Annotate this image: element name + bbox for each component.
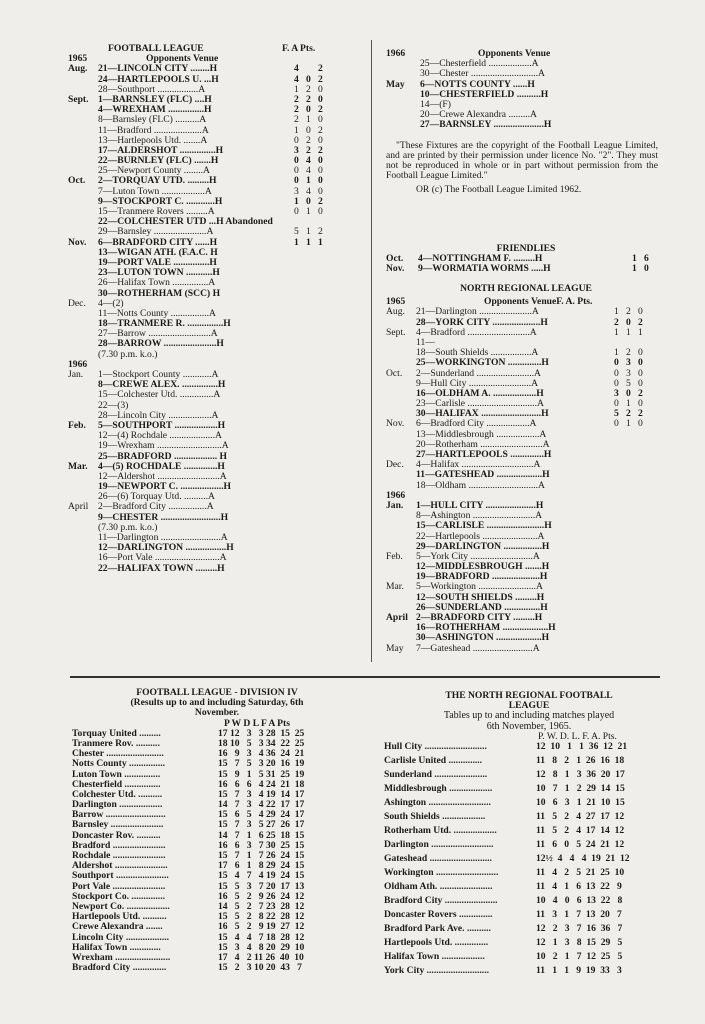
team-record: 16 5 2 9 26 24 12 (218, 890, 305, 902)
team-name: Hartlepools Utd. .............. (384, 936, 489, 948)
team-name: Crewe Alexandra ....... (72, 921, 163, 933)
fixture-text: 26—Halifax Town ...............A (98, 277, 216, 289)
team-name: Bradford Park Ave. .......... (384, 922, 491, 934)
fixture-text: 5—York City ..........................A (416, 550, 540, 562)
team-record: 14 5 2 7 23 28 12 (218, 900, 305, 912)
fixture-score: 1 1 1 (294, 236, 323, 248)
fixture-text: 15—Tranmere Rovers .........A (98, 206, 215, 217)
fixture-score: 1 2 0 (614, 306, 643, 318)
nrl-title: NORTH REGIONAL LEAGUE (460, 283, 592, 294)
friendly-text: 4—NOTTINGHAM F. .........H (418, 253, 543, 265)
fixture-text: 22—COLCHESTER UTD ...H Abandoned (98, 216, 273, 228)
copyright-notice: "These Fixtures are the copyright of the Football League Limited, and are printed by their permission under licence No. "2". They must not be reproduced in whole or in part without permission from the Football League Limited." (386, 139, 658, 182)
fixture-text: 25—WORKINGTON ..............H (416, 357, 549, 369)
fl-year: 1965 (68, 53, 88, 65)
fixture-text: 30—ASHINGTON ...................H (416, 632, 550, 644)
team-record: 11 3 1 7 13 20 7 (536, 908, 622, 920)
fixture-score: 0 5 0 (614, 377, 643, 389)
fixture-text: 30—ROTHERHAM (SCC) H (98, 287, 221, 299)
div4-title: FOOTBALL LEAGUE - DIVISION IV (136, 687, 298, 698)
fixture-text: 26—SUNDERLAND ...............H (416, 601, 548, 613)
fixture-text: (7.30 p.m. k.o.) (98, 348, 158, 360)
fl-title: FOOTBALL LEAGUE (108, 43, 204, 54)
team-name: Carlisle United .............. (384, 754, 483, 766)
fixture-text: 15—Colchester Utd. ..............A (98, 389, 221, 401)
team-name: Colchester Utd. .......... (72, 788, 163, 800)
fixture-row (68, 350, 360, 360)
team-name: Hartlepools Utd. .......... (72, 911, 167, 923)
team-name: Workington .......................... (384, 866, 499, 878)
team-name: Torquay United ......... (72, 727, 161, 739)
fixture-score: 1 0 2 (294, 195, 323, 207)
fixture-text: 10—CHESTERFIELD ..........H (420, 88, 549, 100)
table-row (384, 896, 674, 910)
team-name: Halifax Town .................. (384, 950, 485, 962)
section-divider (70, 676, 660, 678)
team-record: 15 2 3 10 20 43 7 (218, 962, 302, 974)
team-name: Hull City .......................... (384, 740, 487, 752)
fixture-text: 8—Ashington ..........................A (416, 510, 543, 522)
fixture-score: 2 0 2 (294, 104, 323, 116)
fixture-month: Sept. (386, 326, 406, 338)
table-row (384, 742, 674, 756)
fixture-text: 24—HARTLEPOOLS U. ...H (98, 73, 219, 85)
fixture-text: 27—Barrow ..........................A (98, 328, 218, 340)
fixture-score: 3 0 2 (614, 387, 643, 399)
fixture-month: Oct. (386, 367, 403, 379)
team-record: 11 6 0 5 24 21 12 (536, 838, 625, 850)
team-name: Bradford ...................... (72, 839, 166, 851)
team-record: 16 9 3 4 36 24 21 (218, 748, 305, 760)
table-row (72, 759, 362, 769)
fixture-text: 18—South Shields .................A (416, 347, 539, 359)
fixture-text: 22—(3) (98, 399, 129, 411)
fixture-text: 26—(6) Torquay Utd. ..........A (98, 491, 215, 503)
friendlies-title: FRIENDLIES (496, 243, 556, 254)
fixture-text: 27—BARNSLEY .....................H (420, 119, 552, 131)
team-record: 15 7 5 3 20 16 19 (218, 758, 305, 770)
fixture-text: 2—BRADFORD CITY .........H (416, 612, 543, 623)
fixture-text: (7.30 p.m. k.o.) (98, 521, 158, 533)
fixture-month: Aug. (386, 306, 405, 318)
north-regional-league-fixtures (386, 284, 666, 654)
table-row (384, 952, 674, 966)
fixture-score: 0 2 0 (294, 134, 323, 146)
fixture-text: 7—Gateshead .........................A (416, 642, 540, 654)
fixture-text: 27—HARTLEPOOLS ..............H (416, 449, 552, 460)
team-name: Chester ........................ (72, 748, 164, 760)
team-name: Luton Town ............... (72, 768, 161, 780)
team-record: 12 1 3 8 15 29 5 (536, 936, 623, 948)
team-record: 17 4 2 11 26 40 10 (218, 951, 304, 963)
fixture-text: 20—Rotherham ..........................A (416, 438, 550, 450)
fixture-text: 2—Bradford City ................A (98, 501, 214, 513)
friendlies-list (386, 254, 666, 274)
table-row (384, 840, 674, 854)
fixture-month: Mar. (68, 460, 88, 472)
team-name: Doncaster Rov. .......... (72, 829, 161, 841)
nrft-subtitle: Tables up to and including matches played (443, 710, 615, 722)
fixture-text: 12—MIDDLESBROUGH .......H (416, 561, 550, 573)
r66-year: 1966 (386, 48, 406, 59)
team-record: 15 7 1 7 26 24 15 (218, 850, 305, 861)
fixture-text: 22—HALIFAX TOWN .........H (98, 562, 225, 574)
fixture-row (386, 120, 666, 130)
fixture-text: 4—Halifax ..............................A (416, 459, 541, 471)
fixture-month: 1966 (68, 358, 88, 370)
fixture-text: 16—OLDHAM A. ..................H (416, 387, 544, 399)
team-name: South Shields .................. (384, 810, 486, 822)
team-record: 15 3 4 8 20 29 10 (218, 941, 305, 953)
team-record: 11 5 2 4 27 17 12 (536, 810, 625, 822)
table-row (72, 922, 362, 932)
team-record: 15 7 3 4 19 14 17 (218, 788, 305, 800)
fixture-month: April (386, 612, 408, 623)
team-record: 10 7 1 2 29 14 15 (536, 782, 625, 794)
team-name: Oldham Ath. ...................... (384, 880, 493, 892)
r66-fixture-list (386, 59, 666, 130)
team-name: Darlington .................. (72, 799, 163, 811)
fixture-text: 14—(F) (420, 98, 451, 110)
fixture-score: 1 2 0 (614, 347, 643, 359)
fixture-month: April (68, 501, 89, 513)
team-record: 16 5 2 9 19 27 12 (218, 921, 305, 933)
fixture-month: Nov. (68, 236, 87, 248)
team-name: Rotherham Utd. .................. (384, 824, 497, 836)
fixture-text: 12—SOUTH SHIELDS .........H (416, 591, 545, 603)
team-record: 10 4 0 6 13 22 8 (536, 894, 623, 906)
fixture-text: 23—Carlisle .............................A (416, 398, 544, 410)
fixture-text: 7—Luton Town ..................A (98, 185, 212, 197)
fixture-text: 11— (416, 336, 435, 348)
fixture-text: 25—BRADFORD .................. H (98, 450, 227, 462)
team-name: York City .......................... (384, 964, 489, 976)
fixture-month: Sept. (68, 93, 89, 105)
fixture-row (68, 564, 360, 574)
team-name: Port Vale ...................... (72, 880, 166, 892)
fixture-score: 3 2 2 (294, 144, 323, 156)
fixture-month: Dec. (68, 297, 86, 309)
friendly-row (386, 264, 666, 274)
fixture-score: 2 1 0 (294, 114, 323, 126)
team-record: 17 6 1 8 29 24 15 (218, 860, 305, 872)
team-record: 15 9 1 5 31 25 19 (218, 768, 305, 780)
team-record: 15 4 4 7 18 28 12 (218, 931, 305, 943)
fixture-row (386, 644, 666, 654)
nrft-columns: P. W. D. L. F. A. Pts. (538, 730, 617, 742)
team-name: Bradford City ...................... (384, 894, 498, 906)
fixture-text: 21—LINCOLN CITY ........H (98, 63, 218, 75)
fixture-text: 1—BARNSLEY (FLC) ....H (98, 93, 212, 105)
fixture-text: 11—GATESHEAD ...................H (416, 469, 550, 481)
table-row (384, 812, 674, 826)
friendly-score: 1 6 (632, 253, 649, 265)
fixture-month: 1966 (386, 489, 406, 501)
fixture-score: 1 2 0 (294, 83, 323, 95)
north-regional-table (384, 691, 674, 980)
nrft-subtitle-2: 6th November, 1965. (486, 720, 572, 732)
table-row (384, 924, 674, 938)
team-record: 16 6 3 7 30 25 15 (218, 839, 305, 851)
div4-subtitle-2: November. (194, 707, 240, 719)
table-row (384, 966, 674, 980)
fixture-text: 22—BURNLEY (FLC) .......H (98, 155, 219, 167)
table-row (384, 868, 674, 882)
fixture-month: Jan. (68, 369, 84, 380)
team-record: 12 2 3 7 16 36 7 (536, 922, 623, 934)
fixture-text: 12—Aldershot ..........................A (98, 470, 227, 482)
team-name: Sunderland ...................... (384, 768, 488, 780)
fixture-score: 1 1 1 (614, 326, 643, 338)
team-record: 11 4 1 6 13 22 9 (536, 880, 622, 892)
nrl-year: 1965 (386, 296, 406, 308)
team-record: 15 4 7 4 19 24 15 (218, 870, 305, 882)
fixture-text: 19—NEWPORT C. ..................H (98, 481, 232, 493)
fixture-text: 9—CHESTER .........................H (98, 511, 229, 523)
fixture-text: 18—TRANMERE R. ...............H (98, 318, 231, 330)
fixture-score: 0 4 0 (294, 155, 323, 167)
team-name: Barrow ......................... (72, 809, 166, 821)
fixture-text: 17—ALDERSHOT ...............H (98, 144, 224, 156)
team-record: 15 7 3 5 27 26 17 (218, 819, 305, 831)
fixture-text: 11—Notts County ................A (98, 307, 216, 319)
fixture-text: 23—LUTON TOWN ...........H (98, 267, 220, 279)
fixture-text: 19—BRADFORD ....................H (416, 571, 548, 583)
fixture-text: 5—Workington ........................A (416, 581, 543, 593)
team-record: 11 5 2 4 17 14 12 (536, 824, 625, 836)
fixture-text: 18—Oldham .............................A (416, 479, 545, 491)
fixture-month: Jan. (386, 499, 404, 511)
fixture-score: 0 3 0 (614, 367, 643, 379)
team-record: 11 4 2 5 21 25 10 (536, 866, 625, 878)
fl-subtitle: Opponents Venue (146, 53, 219, 65)
fixture-text: 28—Lincoln City ..................A (98, 409, 219, 421)
fixture-text: 28—YORK CITY ....................H (416, 316, 548, 328)
nrl-fixture-list (386, 307, 666, 653)
team-record: 10 6 3 1 21 10 15 (536, 796, 625, 808)
column-divider (371, 40, 372, 662)
fixture-text: 29—Barnsley ......................A (98, 226, 214, 238)
friendly-month: Oct. (386, 253, 404, 265)
r66-subtitle: Opponents Venue (478, 48, 551, 59)
fixture-score: 0 3 0 (614, 357, 643, 369)
fixture-month: Dec. (386, 459, 404, 471)
team-name: Bradford City .............. (72, 962, 167, 974)
table-row (384, 910, 674, 924)
fixture-month: May (386, 78, 405, 90)
div4-rows (72, 729, 362, 974)
table-row (72, 963, 362, 973)
fixture-text: 4—(5) ROCHDALE ..............H (98, 460, 225, 472)
fixture-text: 28—BARROW ......................H (98, 338, 224, 350)
football-league-fixtures (68, 44, 360, 574)
fixture-text: 22—Hartlepools .......................A (416, 530, 545, 542)
friendlies (386, 244, 666, 275)
division-four-table (72, 688, 362, 973)
fixture-text: 28—Southport .................A (98, 83, 206, 95)
friendly-month: Nov. (386, 263, 405, 275)
fixture-text: 4—(2) (98, 297, 124, 309)
fixture-row (386, 521, 666, 531)
copyright-notice-2: OR (c) The Football League Limited 1962. (416, 184, 582, 196)
fixture-text: 19—Wrexham ...........................A (98, 440, 229, 452)
fixture-score: 4 2 (294, 63, 323, 75)
table-row (384, 798, 674, 812)
fixture-score: 0 1 0 (294, 175, 323, 187)
team-record: 12 10 1 1 36 12 21 (536, 740, 628, 752)
fl-columns: F. A Pts. (282, 43, 316, 54)
team-record: 15 5 3 7 20 17 13 (218, 880, 305, 892)
team-name: Gateshead .......................... (384, 852, 492, 864)
fixture-row (386, 481, 666, 491)
team-name: Aldershot ...................... (72, 860, 168, 872)
div4-columns: P W D L F A Pts (224, 717, 290, 729)
fixture-text: 6—BRADFORD CITY ......H (98, 236, 218, 248)
friendly-score: 1 0 (632, 263, 649, 275)
fixture-score: 1 0 2 (294, 124, 323, 136)
fixture-score: 0 1 0 (614, 418, 643, 430)
fixture-score: 2 2 0 (294, 93, 323, 105)
fixture-row (386, 358, 666, 368)
team-record: 12 8 1 3 36 20 17 (536, 768, 625, 780)
team-record: 16 6 6 4 24 21 18 (218, 778, 305, 790)
fixture-score: 4 0 2 (294, 73, 323, 85)
fixture-text: 29—DARLINGTON ................H (416, 540, 550, 552)
team-name: Darlington .......................... (384, 838, 494, 850)
team-name: Lincoln City .................. (72, 931, 170, 943)
fixture-text: 8—CREWE ALEX. ...............H (98, 379, 226, 391)
team-name: Stockport Co. .............. (72, 890, 166, 902)
team-name: Ashington .......................... (384, 796, 491, 808)
fixture-row (68, 278, 360, 288)
fixture-text: 12—DARLINGTON .................H (98, 542, 234, 554)
fixture-text: 4—WREXHAM ...............H (98, 104, 212, 116)
fixture-text: 12—(4) Rochdale ...................A (98, 430, 222, 442)
table-row (384, 826, 674, 840)
fixture-text: 16—Port Vale ...........................A (98, 552, 227, 564)
fixture-text: 25—Newport County ........A (98, 165, 210, 177)
fixture-score: 2 0 2 (614, 316, 643, 328)
team-record: 10 2 1 7 12 25 5 (536, 950, 623, 962)
fixture-month: Feb. (386, 550, 403, 562)
team-name: Wrexham ....................... (72, 951, 171, 963)
fixture-text: 16—ROTHERHAM ...................H (416, 622, 556, 634)
team-record: 14 7 3 4 22 17 17 (218, 799, 305, 811)
fixture-score: 0 1 0 (614, 398, 643, 410)
team-record: 14 7 1 6 25 18 15 (218, 829, 305, 841)
team-name: Rochdale ...................... (72, 850, 166, 861)
fixture-score: 5 2 2 (614, 408, 643, 420)
team-name: Middlesbrough .................. (384, 782, 493, 794)
fixture-month: Feb. (68, 419, 86, 431)
team-record: 12½ 4 4 4 19 21 12 (536, 852, 630, 864)
fixture-text: 2—TORQUAY UTD. .........H (98, 175, 217, 187)
fixture-text: 11—Bradford ....................A (98, 124, 209, 136)
div4-subtitle: (Results up to and including Saturday, 6th (130, 697, 304, 709)
team-record: 15 5 2 8 22 28 12 (218, 911, 305, 923)
team-record: 15 6 5 4 29 24 17 (218, 809, 305, 821)
fixture-text: 13—WIGAN ATH. (F.A.C. H (98, 246, 218, 258)
team-record: 17 12 3 3 28 15 25 (218, 727, 305, 739)
fixture-text: 2—Sunderland ........................A (416, 367, 541, 379)
fixture-row (68, 441, 360, 451)
team-name: Southport ...................... (72, 870, 169, 882)
fixture-score: 5 1 2 (294, 226, 323, 238)
team-name: Doncaster Rovers .............. (384, 908, 493, 920)
table-row (384, 756, 674, 770)
team-name: Halifax Town ............. (72, 941, 161, 953)
fixture-text: 21—Darlington ......................A (416, 306, 539, 318)
nrft-title: THE NORTH REGIONAL FOOTBALL (445, 690, 613, 701)
fixture-month: Mar. (386, 581, 404, 593)
fixture-text: 11—Darlington .........................A (98, 532, 228, 543)
fixture-text: 1—Stockport County ............A (98, 369, 219, 380)
fixture-score: 3 4 0 (294, 185, 323, 197)
fixture-text: 30—HALIFAX .........................H (416, 408, 549, 420)
nrl-subtitle: Opponents VenueF. A. Pts. (484, 296, 593, 308)
table-row (384, 938, 674, 952)
fixture-text: 8—Barnsley (FLC) ..........A (98, 114, 207, 126)
fixture-text: 6—NOTTS COUNTY ......H (420, 78, 535, 90)
fixture-text: 19—PORT VALE ...............H (98, 256, 217, 268)
fixture-text: 5—SOUTHPORT ..................H (98, 419, 226, 431)
fixture-month: Oct. (68, 175, 86, 187)
fixture-text: 4—Bradford ..........................A (416, 326, 537, 338)
nrft-title-2: LEAGUE (508, 700, 550, 712)
fixture-score: 0 4 0 (294, 165, 323, 177)
fixture-text: 15—CARLISLE ........................H (416, 520, 552, 532)
table-row (384, 784, 674, 798)
table-row (384, 882, 674, 896)
table-row (384, 770, 674, 784)
fixture-score: 0 1 0 (294, 206, 323, 217)
fixtures-1966-continued (386, 49, 666, 196)
fixture-row (68, 115, 360, 125)
fixture-text: 30—Chester ............................A (420, 68, 545, 80)
fixture-month: May (386, 642, 404, 654)
fixture-text: 20—Crewe Alexandra .........A (420, 109, 537, 121)
nrft-rows (384, 742, 674, 980)
team-name: Tranmere Rov. .......... (72, 737, 160, 749)
team-name: Chesterfield ............... (72, 778, 161, 790)
team-record: 18 10 5 3 34 22 25 (218, 737, 305, 749)
fixture-text: 9—Hull City ..........................A (416, 377, 539, 389)
fixture-text: 13—Middlesbrough ..................A (416, 428, 547, 440)
fl-fixture-list (68, 64, 360, 573)
fixture-text: 6—Bradford City ..................A (416, 418, 537, 430)
team-name: Newport Co. .................. (72, 900, 170, 912)
fixture-text: 13—Hartlepools Utd. .......A (98, 134, 208, 146)
team-record: 11 1 1 9 19 33 3 (536, 964, 622, 976)
fixture-text: 1—HULL CITY .....................H (416, 499, 544, 511)
fixture-month: Aug. (68, 63, 88, 75)
team-name: Notts County ............... (72, 758, 166, 770)
fixture-month: Nov. (386, 418, 405, 430)
table-row (384, 854, 674, 868)
fixture-text: 25—Chesterfield ..................A (420, 58, 539, 70)
team-record: 11 8 2 1 26 16 18 (536, 754, 625, 766)
team-name: Barnsley ...................... (72, 819, 164, 831)
friendly-text: 9—WORMATIA WORMS .....H (418, 263, 551, 275)
fixture-text: 9—STOCKPORT C. ............H (98, 195, 223, 207)
